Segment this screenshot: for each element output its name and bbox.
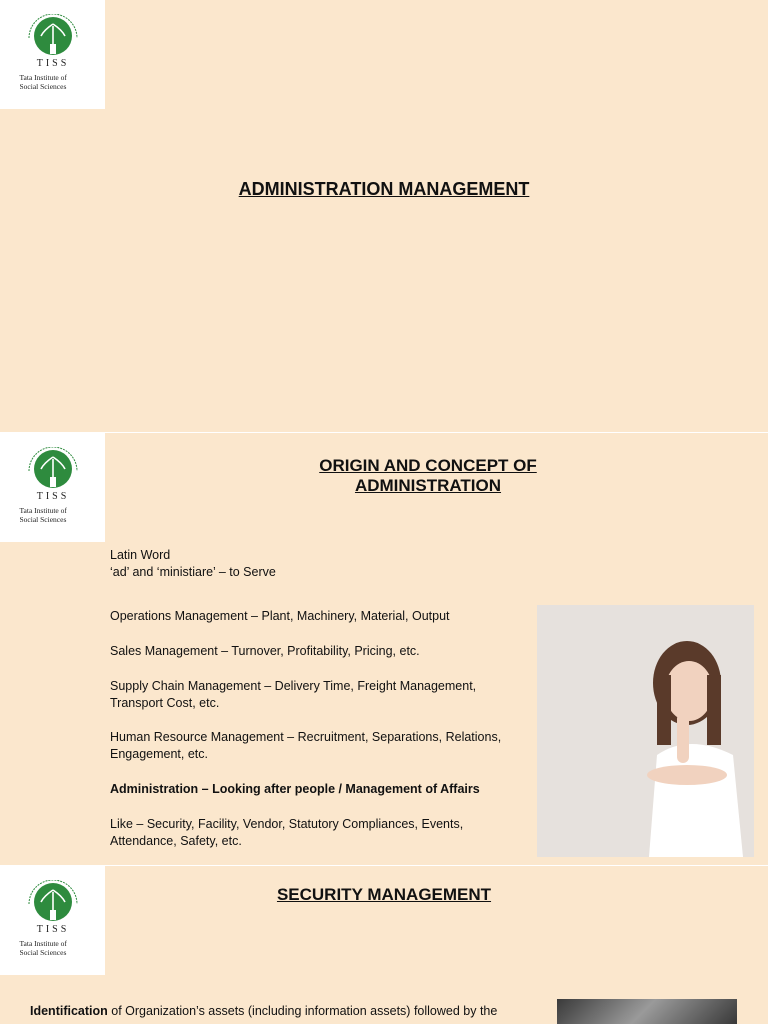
- logo-caption: [20, 940, 86, 957]
- slide-title: ADMINISTRATION MANAGEMENT: [238, 179, 530, 199]
- list-item: Like – Security, Facility, Vendor, Statutory Compliances, Events,: [110, 817, 464, 831]
- list-item: Operations Management – Plant, Machinery, Material, Output: [110, 609, 450, 623]
- seal-text: TISS: [36, 491, 69, 502]
- seal-text: TISS: [36, 58, 69, 69]
- tiss-logo: [0, 433, 105, 542]
- latin-meaning-line: ‘ad’ and ‘ministiare’ – to Serve: [110, 565, 276, 579]
- tiss-tree-seal-icon: [17, 880, 89, 936]
- logo-caption: [20, 507, 86, 524]
- list-item: Attendance, Safety, etc.: [110, 834, 242, 848]
- logo-caption-line1: Tata Institute of: [19, 506, 67, 515]
- logo-caption-line1: Tata Institute of: [19, 73, 67, 82]
- latin-word-line: Latin Word: [110, 548, 171, 562]
- tiss-logo: [0, 0, 105, 109]
- seal-text: TISS: [36, 924, 69, 935]
- logo-caption-line2: Social Sciences: [19, 81, 67, 91]
- logo-caption-line2: Social Sciences: [19, 947, 67, 957]
- tiss-tree-seal-icon: [17, 14, 89, 70]
- girl-illustration-icon: [537, 605, 754, 857]
- slide-title: ORIGIN AND CONCEPT OF ADMINISTRATION: [319, 456, 537, 495]
- logo-caption: [20, 74, 86, 91]
- list-item: Sales Management – Turnover, Profitability, Pricing, etc.: [110, 644, 420, 658]
- list-item: Transport Cost, etc.: [110, 696, 220, 710]
- slide-2: [0, 433, 768, 865]
- list-item: Engagement, etc.: [110, 747, 208, 761]
- body-paragraph: [30, 1003, 530, 1020]
- list-item: Supply Chain Management – Delivery Time, Freight Management,: [110, 679, 477, 693]
- list-item: Human Resource Management – Recruitment, Separations, Relations,: [110, 730, 502, 744]
- thinking-girl-photo: [537, 605, 754, 857]
- security-photo: [557, 999, 737, 1024]
- slide-3: [0, 866, 768, 1024]
- tiss-tree-seal-icon: [17, 447, 89, 503]
- slide-1: [0, 0, 768, 432]
- body-text: of Organization’s assets (including information assets) followed by the: [107, 1004, 498, 1018]
- body-bold-term: Identification: [30, 1004, 108, 1018]
- list-item-emphasis: Administration – Looking after people / Management of Affairs: [110, 782, 480, 796]
- tiss-logo: [0, 866, 105, 975]
- logo-caption-line1: Tata Institute of: [19, 939, 67, 948]
- slide-title: SECURITY MANAGEMENT: [276, 885, 492, 904]
- logo-caption-line2: Social Sciences: [19, 514, 67, 524]
